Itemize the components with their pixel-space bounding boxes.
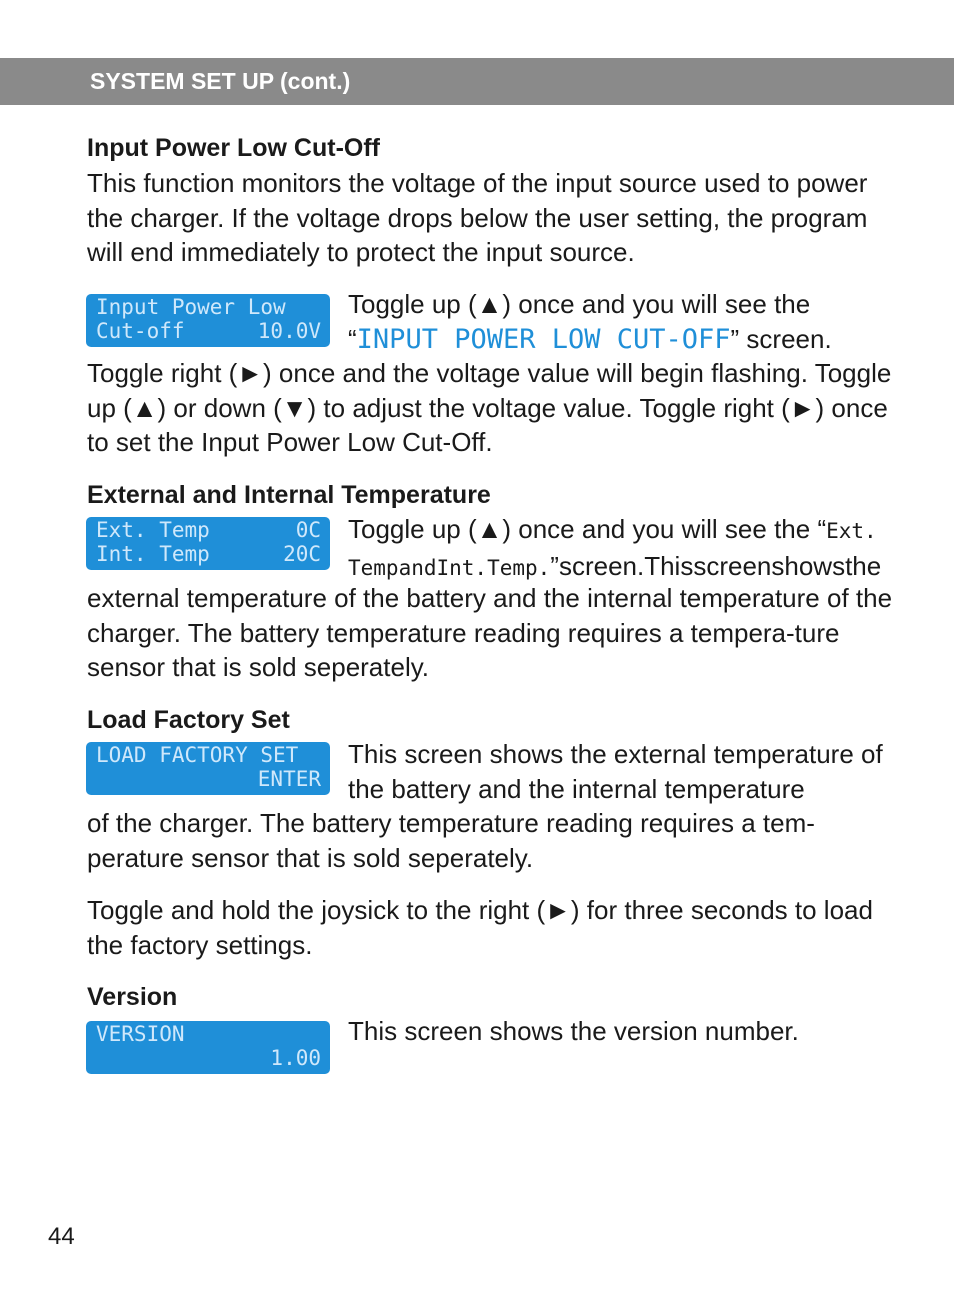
text: ”screen.Thisscreenshowsthe <box>550 550 882 581</box>
lcd-text: ENTER <box>257 766 321 791</box>
paragraph-factory-2: of the charger. The battery temperature reading requires a tem-perature sensor that is sold seperately. <box>87 808 815 873</box>
lcd-text: 1.00 <box>270 1045 321 1070</box>
paragraph-temperature-details: external temperature of the battery and the internal temperature of the charger. The battery temperature reading requires a tempera-ture sensor that is sold seperately. <box>87 583 893 682</box>
lcd-line-1 <box>96 519 321 543</box>
lcd-temperature <box>86 517 330 570</box>
lcd-line-2 <box>96 768 321 792</box>
section-header-title: SYSTEM SET UP (cont.) <box>90 68 351 94</box>
lcd-version <box>86 1021 330 1074</box>
lcd-line-2 <box>96 1047 321 1071</box>
quote-open: “ <box>348 323 357 354</box>
heading-input-power: Input Power Low Cut-Off <box>87 134 381 162</box>
quote-close: ” screen. <box>730 323 832 354</box>
lcd-text: LOAD FACTORY SET <box>96 743 299 767</box>
lcd-line-1 <box>96 744 321 768</box>
paragraph-factory-3: Toggle and hold the joysick to the right (►) for three seconds to load the factory settings. <box>87 895 873 960</box>
lcd-label: Cut-off <box>96 318 185 343</box>
lcd-text: Input Power Low <box>96 295 286 319</box>
lcd-input-power <box>86 294 330 347</box>
lcd-line-2 <box>96 543 321 567</box>
paragraph-input-power-toggle <box>348 287 908 357</box>
heading-version: Version <box>87 983 178 1011</box>
paragraph-version: This screen shows the version number. <box>348 1016 799 1046</box>
lcd-line-2 <box>96 320 321 344</box>
screen-name-inline: TempandInt.Temp. <box>348 555 551 580</box>
heading-temperature: External and Internal Temperature <box>87 481 491 509</box>
lcd-value: 20C <box>283 541 321 566</box>
heading-load-factory: Load Factory Set <box>87 706 290 734</box>
text: Toggle up (▲) once and you will see the <box>348 289 811 319</box>
screen-name-inline: INPUT POWER LOW CUT-OFF <box>356 323 731 355</box>
text: Toggle up (▲) once and you will see the “ <box>348 514 827 544</box>
lcd-value: 10.0V <box>257 318 321 343</box>
paragraph-temperature-toggle <box>348 512 908 585</box>
paragraph-input-power-intro: This function monitors the voltage of the input source used to power the charger. If the voltage drops below the user setting, the program will end immediately to protect the input source. <box>87 168 868 267</box>
paragraph-input-power-instructions: Toggle right (►) once and the voltage value will begin flashing. Toggle up (▲) or down (▼) to adjust the voltage value. Toggle right (►) once to set the Input Power Low Cut-Off. <box>87 358 892 457</box>
paragraph-factory-1: This screen shows the external temperature of the battery and the internal temperature <box>348 739 883 804</box>
lcd-load-factory <box>86 742 330 795</box>
page-number: 44 <box>48 1223 75 1250</box>
lcd-label: Ext. Temp <box>96 518 210 542</box>
lcd-value: 0C <box>295 518 321 542</box>
section-header-bar <box>0 58 954 105</box>
screen-name-inline: Ext. <box>826 519 877 543</box>
lcd-label: Int. Temp <box>96 541 210 566</box>
lcd-line-1 <box>96 1023 321 1047</box>
lcd-text: VERSION <box>96 1022 185 1046</box>
lcd-line-1 <box>96 296 321 320</box>
